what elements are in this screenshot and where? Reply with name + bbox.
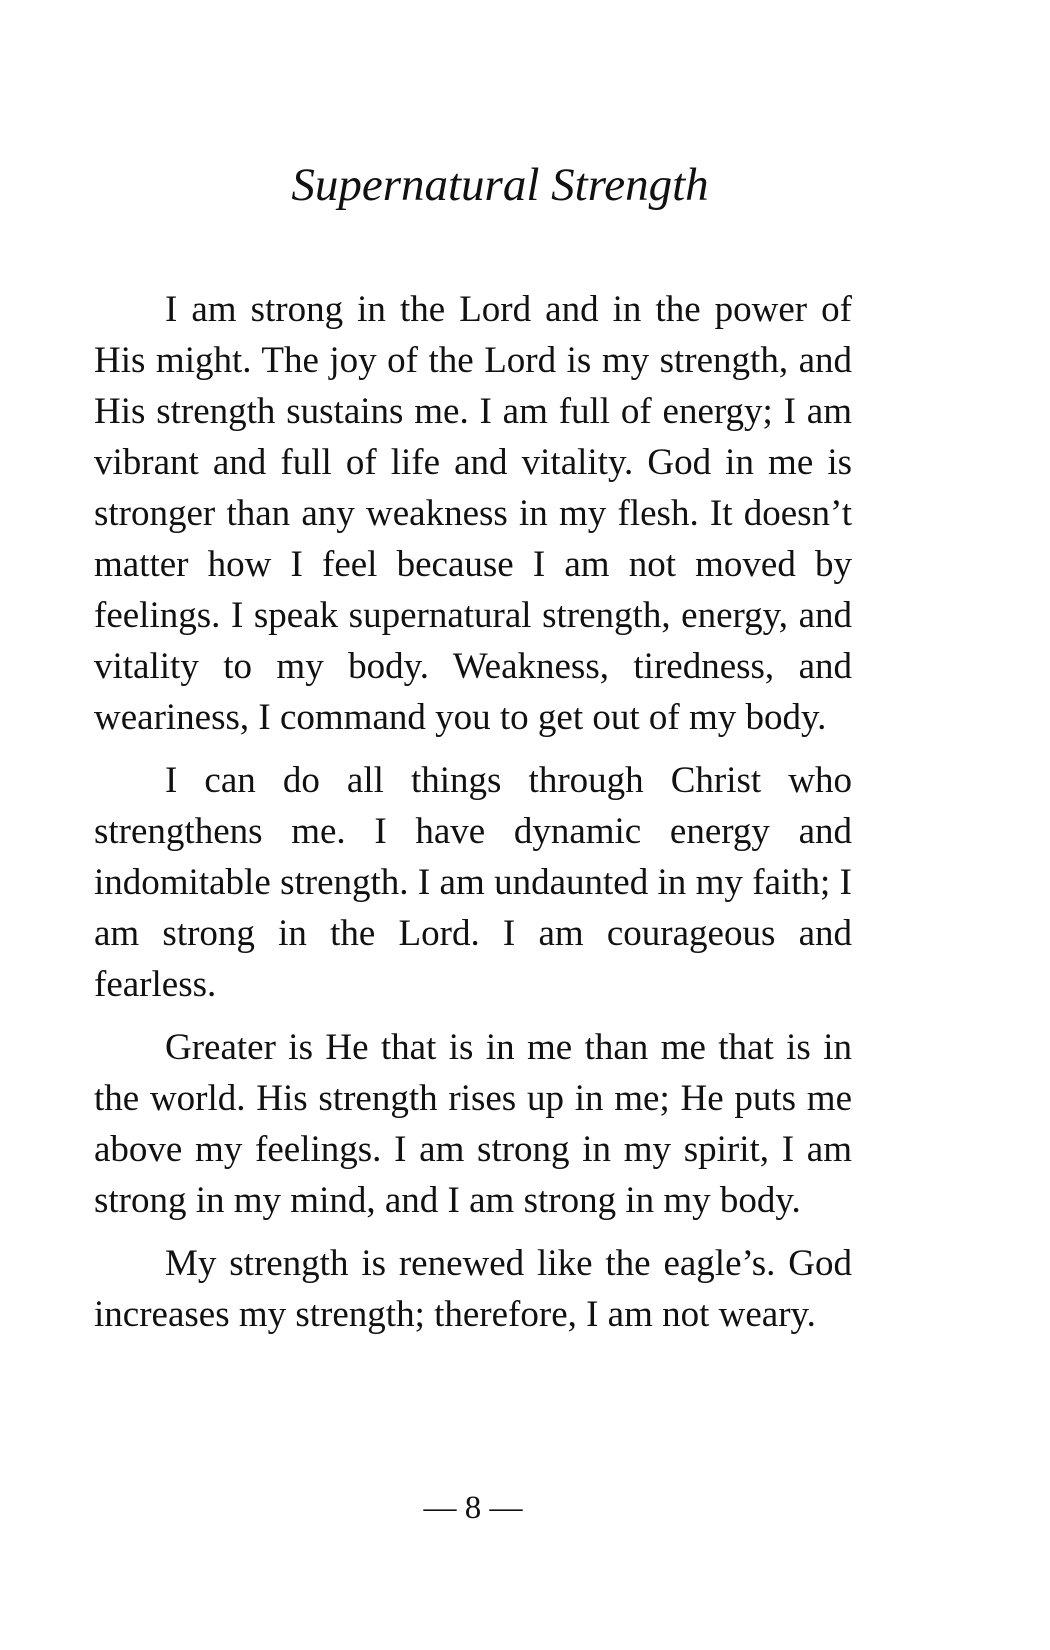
paragraph-1: I am strong in the Lord and in the power of His might. The joy of the Lord is my strength, and His strength sustains me. I am full of energy; I am vibrant and full of life and vitality. God in me is stronger than any weakness in my flesh. It doesn’t matter how I feel because I am not moved by feelings. I speak supernatural strength, energy, and vitality to my body. Weakness, tiredness, and weariness, I command you to get out of my body. [94, 289, 852, 738]
page-number: — 8 — [423, 1490, 523, 1526]
body-text [94, 284, 852, 1352]
page-title: Supernatural Strength [291, 159, 709, 211]
paragraph-2: I can do all things through Christ who strengthens me. I have dynamic energy and indomitable strength. I am undaunted in my faith; I am strong in the Lord. I am courageous and fearless. [94, 760, 852, 1005]
paragraph-4: My strength is renewed like the eagle’s. God increases my strength; therefore, I am not weary. [94, 1243, 852, 1335]
paragraph-3: Greater is He that is in me than me that is in the world. His strength rises up in me; He puts me above my feelings. I am strong in my spirit, I am strong in my mind, and I am strong in my body. [94, 1027, 852, 1221]
